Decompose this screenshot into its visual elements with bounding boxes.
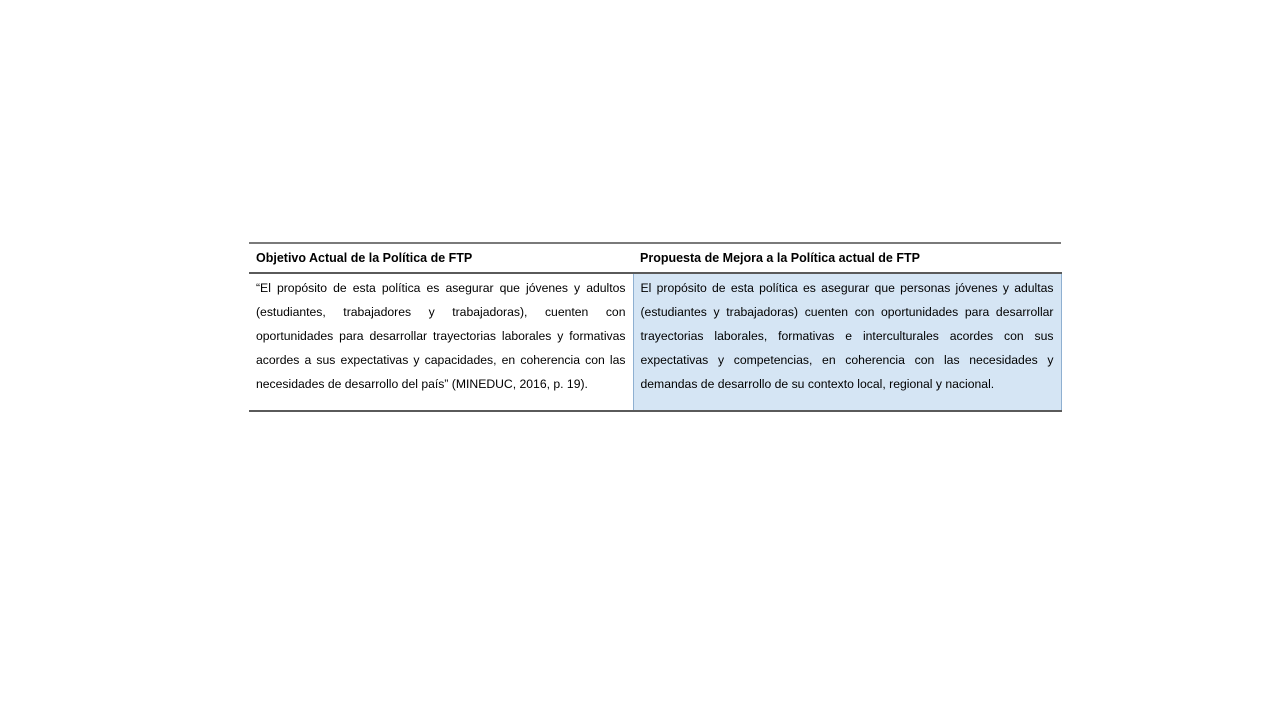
improvement-proposal-cell: El propósito de esta política es asegurar que personas jóvenes y adultas (estudiantes y trabajadoras) cuenten con oportunidades para desarrollar trayectorias laborales, formativas e interculturales acordes con sus expectativas y competencias, en coherencia con las necesidades y demandas de desarrollo de su contexto local, regional y nacional. xyxy=(633,273,1061,411)
table-header-row xyxy=(249,243,1061,273)
header-improvement-proposal: Propuesta de Mejora a la Política actual de FTP xyxy=(633,243,1061,273)
table-row xyxy=(249,273,1061,411)
current-objective-cell: “El propósito de esta política es asegurar que jóvenes y adultos (estudiantes, trabajadores y trabajadoras), cuenten con oportunidades para desarrollar trayectorias laborales y formativas acordes a sus expectativas y capacidades, en coherencia con las necesidades de desarrollo del país” (MINEDUC, 2016, p. 19). xyxy=(249,273,633,411)
policy-comparison-table xyxy=(249,242,1062,412)
header-current-objective: Objetivo Actual de la Política de FTP xyxy=(249,243,633,273)
